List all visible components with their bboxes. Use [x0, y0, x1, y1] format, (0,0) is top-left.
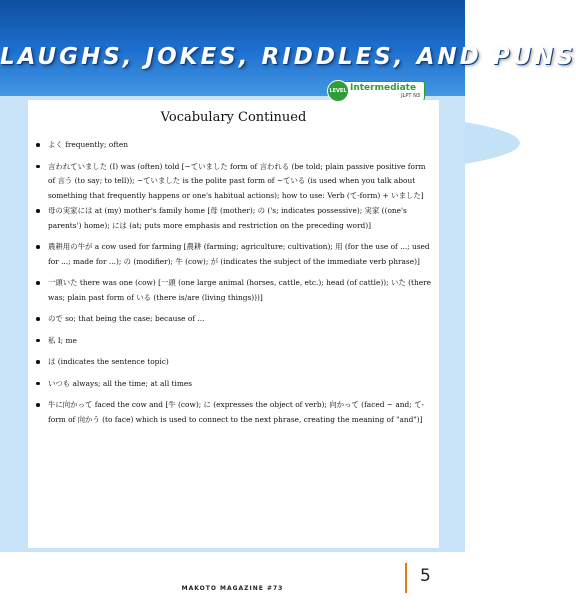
level-sub: JLPT N3 — [401, 93, 420, 99]
footer-magazine-name: MAKOTO MAGAZINE #73 — [181, 585, 284, 592]
page-title: LAUGHS, JOKES, RIDDLES, AND PUNS — [0, 44, 576, 70]
vocabulary-list — [34, 138, 434, 434]
list-item: 母の実家には at (my) mother's family home [母 (mother); の ('s; indicates possessive); 実家 ((one's parents') home); には (at; puts more emphasis and restriction on the preceding word)] — [34, 204, 434, 233]
level-pill — [339, 81, 425, 101]
level-icon: LEVEL — [327, 80, 349, 102]
list-item: いつも always; all the time; at all times — [34, 377, 434, 392]
list-item: ので so; that being the case; because of ... — [34, 312, 434, 327]
level-name: Intermediate — [350, 83, 417, 93]
list-item: は (indicates the sentence topic) — [34, 355, 434, 370]
list-item: よく frequently; often — [34, 138, 434, 153]
list-item: 一頭いた there was one (cow) [一頭 (one large animal (horses, cattle, etc.); head (of cattle)); いた (there was; plain past form of いる (there is/are (living things)))] — [34, 276, 434, 305]
list-item: 言われていました (I) was (often) told [~ていました form of 言われる (be told; plain passive positive form of 言う (to say; to tell)); ~ていました is the polite past form of ~ている (is used when you talk about something that frequently happens or one's habitual actions); how to use: Verb (て-form) + いました] — [34, 160, 434, 204]
level-badge — [327, 80, 423, 102]
list-item: 私 I; me — [34, 334, 434, 349]
section-title: Vocabulary Continued — [160, 110, 307, 125]
page-number: 5 — [420, 566, 431, 586]
content-panel — [28, 100, 439, 548]
footer-divider — [405, 563, 407, 593]
list-item: 牛に向かって faced the cow and [牛 (cow); に (expresses the object of verb); 向かって (faced ~ and; て-form of 向かう (to face) which is used to connect to the next phrase, creating the meaning of "and")] — [34, 398, 434, 427]
list-item: 農耕用の牛が a cow used for farming [農耕 (farming; agriculture; cultivation); 用 (for the use of ...; used for ...; made for ...); の (modifier); 牛 (cow); が (indicates the subject of the immediate verb phrase)] — [34, 240, 434, 269]
